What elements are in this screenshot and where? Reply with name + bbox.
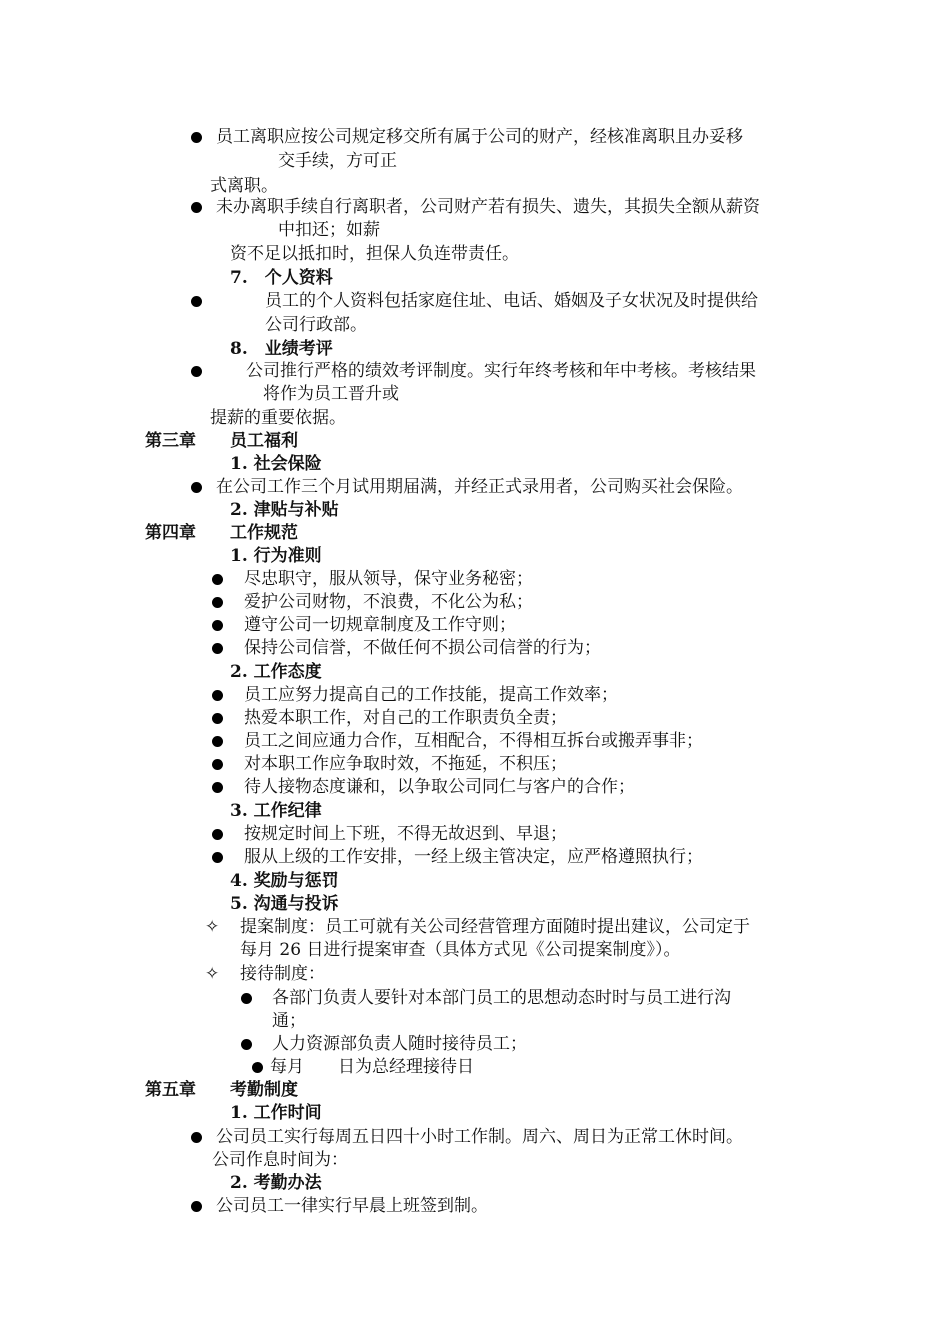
paragraph-line: 公司员工一律实行早晨上班签到制。 <box>216 1196 488 1216</box>
list-item: 人力资源部负责人随时接待员工； <box>272 1034 527 1054</box>
bullet-dot <box>212 829 223 840</box>
section-heading: 2. 考勤办法 <box>230 1173 322 1193</box>
chapter-title: 工作规范 <box>230 523 298 543</box>
section-heading: 1. 行为准则 <box>230 546 322 566</box>
paragraph-line: 公司员工实行每周五日四十小时工作制。周六、周日为正常工休时间。 <box>216 1127 743 1147</box>
chapter-title: 考勤制度 <box>230 1080 298 1100</box>
list-item: 每月 日为总经理接待日 <box>270 1057 474 1077</box>
paragraph-line: 在公司工作三个月试用期届满，并经正式录用者，公司购买社会保险。 <box>216 477 743 497</box>
bullet-dot <box>212 782 223 793</box>
bullet-dot <box>212 736 223 747</box>
section-heading: 2. 工作态度 <box>230 662 322 682</box>
bullet-dot <box>191 482 202 493</box>
bullet-dot <box>191 202 202 213</box>
bullet-dot <box>212 759 223 770</box>
chapter-number: 第四章 <box>145 523 196 543</box>
bullet-dot <box>212 690 223 701</box>
list-item-continuation: 通； <box>272 1011 306 1031</box>
bullet-dot <box>241 993 252 1004</box>
bullet-dot <box>212 643 223 654</box>
chapter-title: 员工福利 <box>230 431 298 451</box>
list-item: 按规定时间上下班，不得无故迟到、早退； <box>244 824 567 844</box>
paragraph-line: 将作为员工晋升或 <box>263 384 399 404</box>
bullet-dot <box>212 574 223 585</box>
paragraph-line: 员工的个人资料包括家庭住址、电话、婚姻及子女状况及时提供给 <box>265 291 758 311</box>
bullet-dot <box>191 366 202 377</box>
paragraph-line: 公司作息时间为： <box>212 1150 348 1170</box>
list-item: 员工之间应通力合作，互相配合，不得相互拆台或搬弄事非； <box>244 731 703 751</box>
list-item: 各部门负责人要针对本部门员工的思想动态时时与员工进行沟 <box>272 988 731 1008</box>
paragraph-line: 未办离职手续自行离职者，公司财产若有损失、遗失，其损失全额从薪资 <box>216 197 760 217</box>
chapter-number: 第三章 <box>145 431 196 451</box>
list-item: 员工应努力提高自己的工作技能，提高工作效率； <box>244 685 618 705</box>
list-item: 服从上级的工作安排，一经上级主管决定，应严格遵照执行； <box>244 847 703 867</box>
list-item: 尽忠职守，服从领导，保守业务秘密； <box>244 569 533 589</box>
bullet-dot <box>191 1132 202 1143</box>
list-item: 待人接物态度谦和，以争取公司同仁与客户的合作； <box>244 777 635 797</box>
bullet-dot <box>212 852 223 863</box>
section-heading: 1. 社会保险 <box>230 454 322 474</box>
list-item: 保持公司信誉，不做任何不损公司信誉的行为； <box>244 638 601 658</box>
bullet-dot <box>191 296 202 307</box>
paragraph-line: 公司推行严格的绩效考评制度。实行年终考核和年中考核。考核结果 <box>246 361 756 381</box>
diamond-bullet-icon: ✧ <box>205 917 220 937</box>
bullet-dot <box>252 1062 263 1073</box>
list-item: 爱护公司财物，不浪费，不化公为私； <box>244 592 533 612</box>
section-heading: 7. 个人资料 <box>230 268 333 288</box>
section-heading: 1. 工作时间 <box>230 1103 322 1123</box>
section-heading: 2. 津贴与补贴 <box>230 500 339 520</box>
list-item: 提案制度：员工可就有关公司经营管理方面随时提出建议，公司定于 <box>240 917 750 937</box>
list-item: 接待制度： <box>240 964 325 984</box>
section-heading: 5. 沟通与投诉 <box>230 894 339 914</box>
chapter-number: 第五章 <box>145 1080 196 1100</box>
bullet-dot <box>191 1201 202 1212</box>
bullet-dot <box>241 1039 252 1050</box>
paragraph-line: 员工离职应按公司规定移交所有属于公司的财产，经核准离职且办妥移 <box>216 127 743 147</box>
bullet-dot <box>212 713 223 724</box>
paragraph-line: 式离职。 <box>210 176 278 196</box>
section-heading: 4. 奖励与惩罚 <box>230 871 339 891</box>
bullet-dot <box>191 132 202 143</box>
section-heading: 3. 工作纪律 <box>230 801 322 821</box>
section-heading: 8. 业绩考评 <box>230 339 333 359</box>
paragraph-line: 资不足以抵扣时，担保人负连带责任。 <box>230 244 519 264</box>
list-item: 对本职工作应争取时效，不拖延，不积压； <box>244 754 567 774</box>
bullet-dot <box>212 597 223 608</box>
list-item-continuation: 每月 26 日进行提案审查（具体方式见《公司提案制度》）。 <box>240 940 681 960</box>
paragraph-line: 交手续，方可正 <box>278 151 397 171</box>
paragraph-line: 公司行政部。 <box>265 315 367 335</box>
list-item: 遵守公司一切规章制度及工作守则； <box>244 615 516 635</box>
paragraph-line: 中扣还；如薪 <box>278 220 380 240</box>
list-item: 热爱本职工作，对自己的工作职责负全责； <box>244 708 567 728</box>
paragraph-line: 提薪的重要依据。 <box>210 408 346 428</box>
bullet-dot <box>212 620 223 631</box>
diamond-bullet-icon: ✧ <box>205 964 220 984</box>
